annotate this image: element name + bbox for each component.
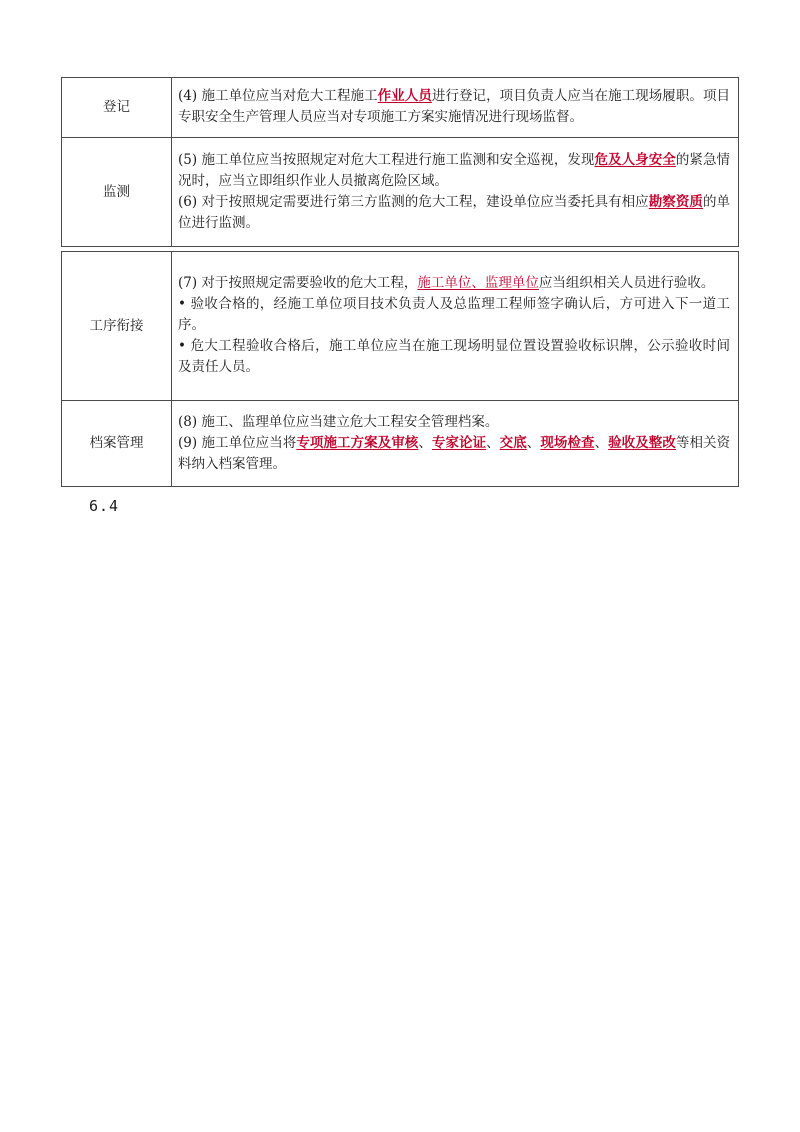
highlight-operators: 作业人员 <box>377 88 432 104</box>
text-run: (5) 施工单位应当按照规定对危大工程进行施工监测和安全巡视，发现 <box>178 151 595 168</box>
paragraph-item-9 <box>178 433 730 475</box>
row-content-archive-management <box>172 401 739 487</box>
paragraph-item-7 <box>178 273 730 294</box>
table-row-archive-management <box>62 401 739 487</box>
row-content-registration <box>172 78 739 138</box>
text-run: 、 <box>526 434 541 451</box>
text-run: 应当组织相关人员进行验收。 <box>538 275 715 291</box>
highlight-survey-qualification: 勘察资质 <box>648 193 703 210</box>
highlight-disclosure: 交底 <box>499 434 527 451</box>
text-run: • 验收合格的，经施工单位项目技术负责人及总监理工程师签字确认后，方可进入下一道工序。 <box>178 296 730 333</box>
highlight-special-plan-review: 专项施工方案及审核 <box>296 434 419 451</box>
text-run: 、 <box>418 434 432 451</box>
row-content-process-handover <box>172 252 739 401</box>
text-run: 、 <box>486 434 500 451</box>
paragraph-item-5 <box>178 150 730 192</box>
row-content-monitoring <box>172 138 739 247</box>
section-number: 6.4 <box>89 497 120 515</box>
row-label-registration: 登记 <box>62 78 172 138</box>
text-run: 的紧急情况时，应当立即组织作业人员撤离危险区域。 <box>178 151 731 189</box>
paragraph-item-6 <box>178 192 730 234</box>
text-run: (8) 施工、监理单位应当建立危大工程安全管理档案。 <box>178 413 499 430</box>
highlight-expert-argument: 专家论证 <box>431 434 487 451</box>
table-row-process-handover <box>62 252 739 401</box>
highlight-personal-safety: 危及人身安全 <box>594 151 676 168</box>
bullet-item-acceptance-sign <box>178 336 730 378</box>
row-label-monitoring: 监测 <box>62 138 172 247</box>
text-run: (7) 对于按照规定需要验收的危大工程， <box>178 275 418 291</box>
text-run: (6) 对于按照规定需要进行第三方监测的危大工程，建设单位应当委托具有相应 <box>178 193 649 210</box>
text-run: 等相关资料纳入档案管理。 <box>178 434 731 472</box>
text-run: • 危大工程验收合格后，施工单位应当在施工现场明显位置设置验收标识牌，公示验收时间及责任人员。 <box>178 338 730 375</box>
text-run: (4) 施工单位应当对危大工程施工 <box>178 88 378 104</box>
row-label-archive-management: 档案管理 <box>62 401 172 487</box>
text-run: 、 <box>594 434 609 451</box>
highlight-site-inspection: 现场检查 <box>540 434 595 451</box>
paragraph-item-8 <box>178 412 730 433</box>
text-run: (9) 施工单位应当将 <box>178 434 297 451</box>
text-run: 进行登记，项目负责人应当在施工现场履职。项目专职安全生产管理人员应当对专项施工方案实施情况进行现场监督。 <box>178 88 731 125</box>
text-run: 的单位进行监测。 <box>178 193 731 231</box>
table-row-monitoring <box>62 138 739 247</box>
management-table-2 <box>61 251 739 487</box>
highlight-construction-supervision-units: 施工单位、监理单位 <box>417 275 539 291</box>
table-row-registration <box>62 78 739 138</box>
bullet-item-acceptance-passed <box>178 294 730 336</box>
row-label-process-handover: 工序衔接 <box>62 252 172 401</box>
paragraph-item-4 <box>178 86 730 128</box>
highlight-acceptance-rectification: 验收及整改 <box>608 434 676 451</box>
management-table-1 <box>61 77 739 247</box>
